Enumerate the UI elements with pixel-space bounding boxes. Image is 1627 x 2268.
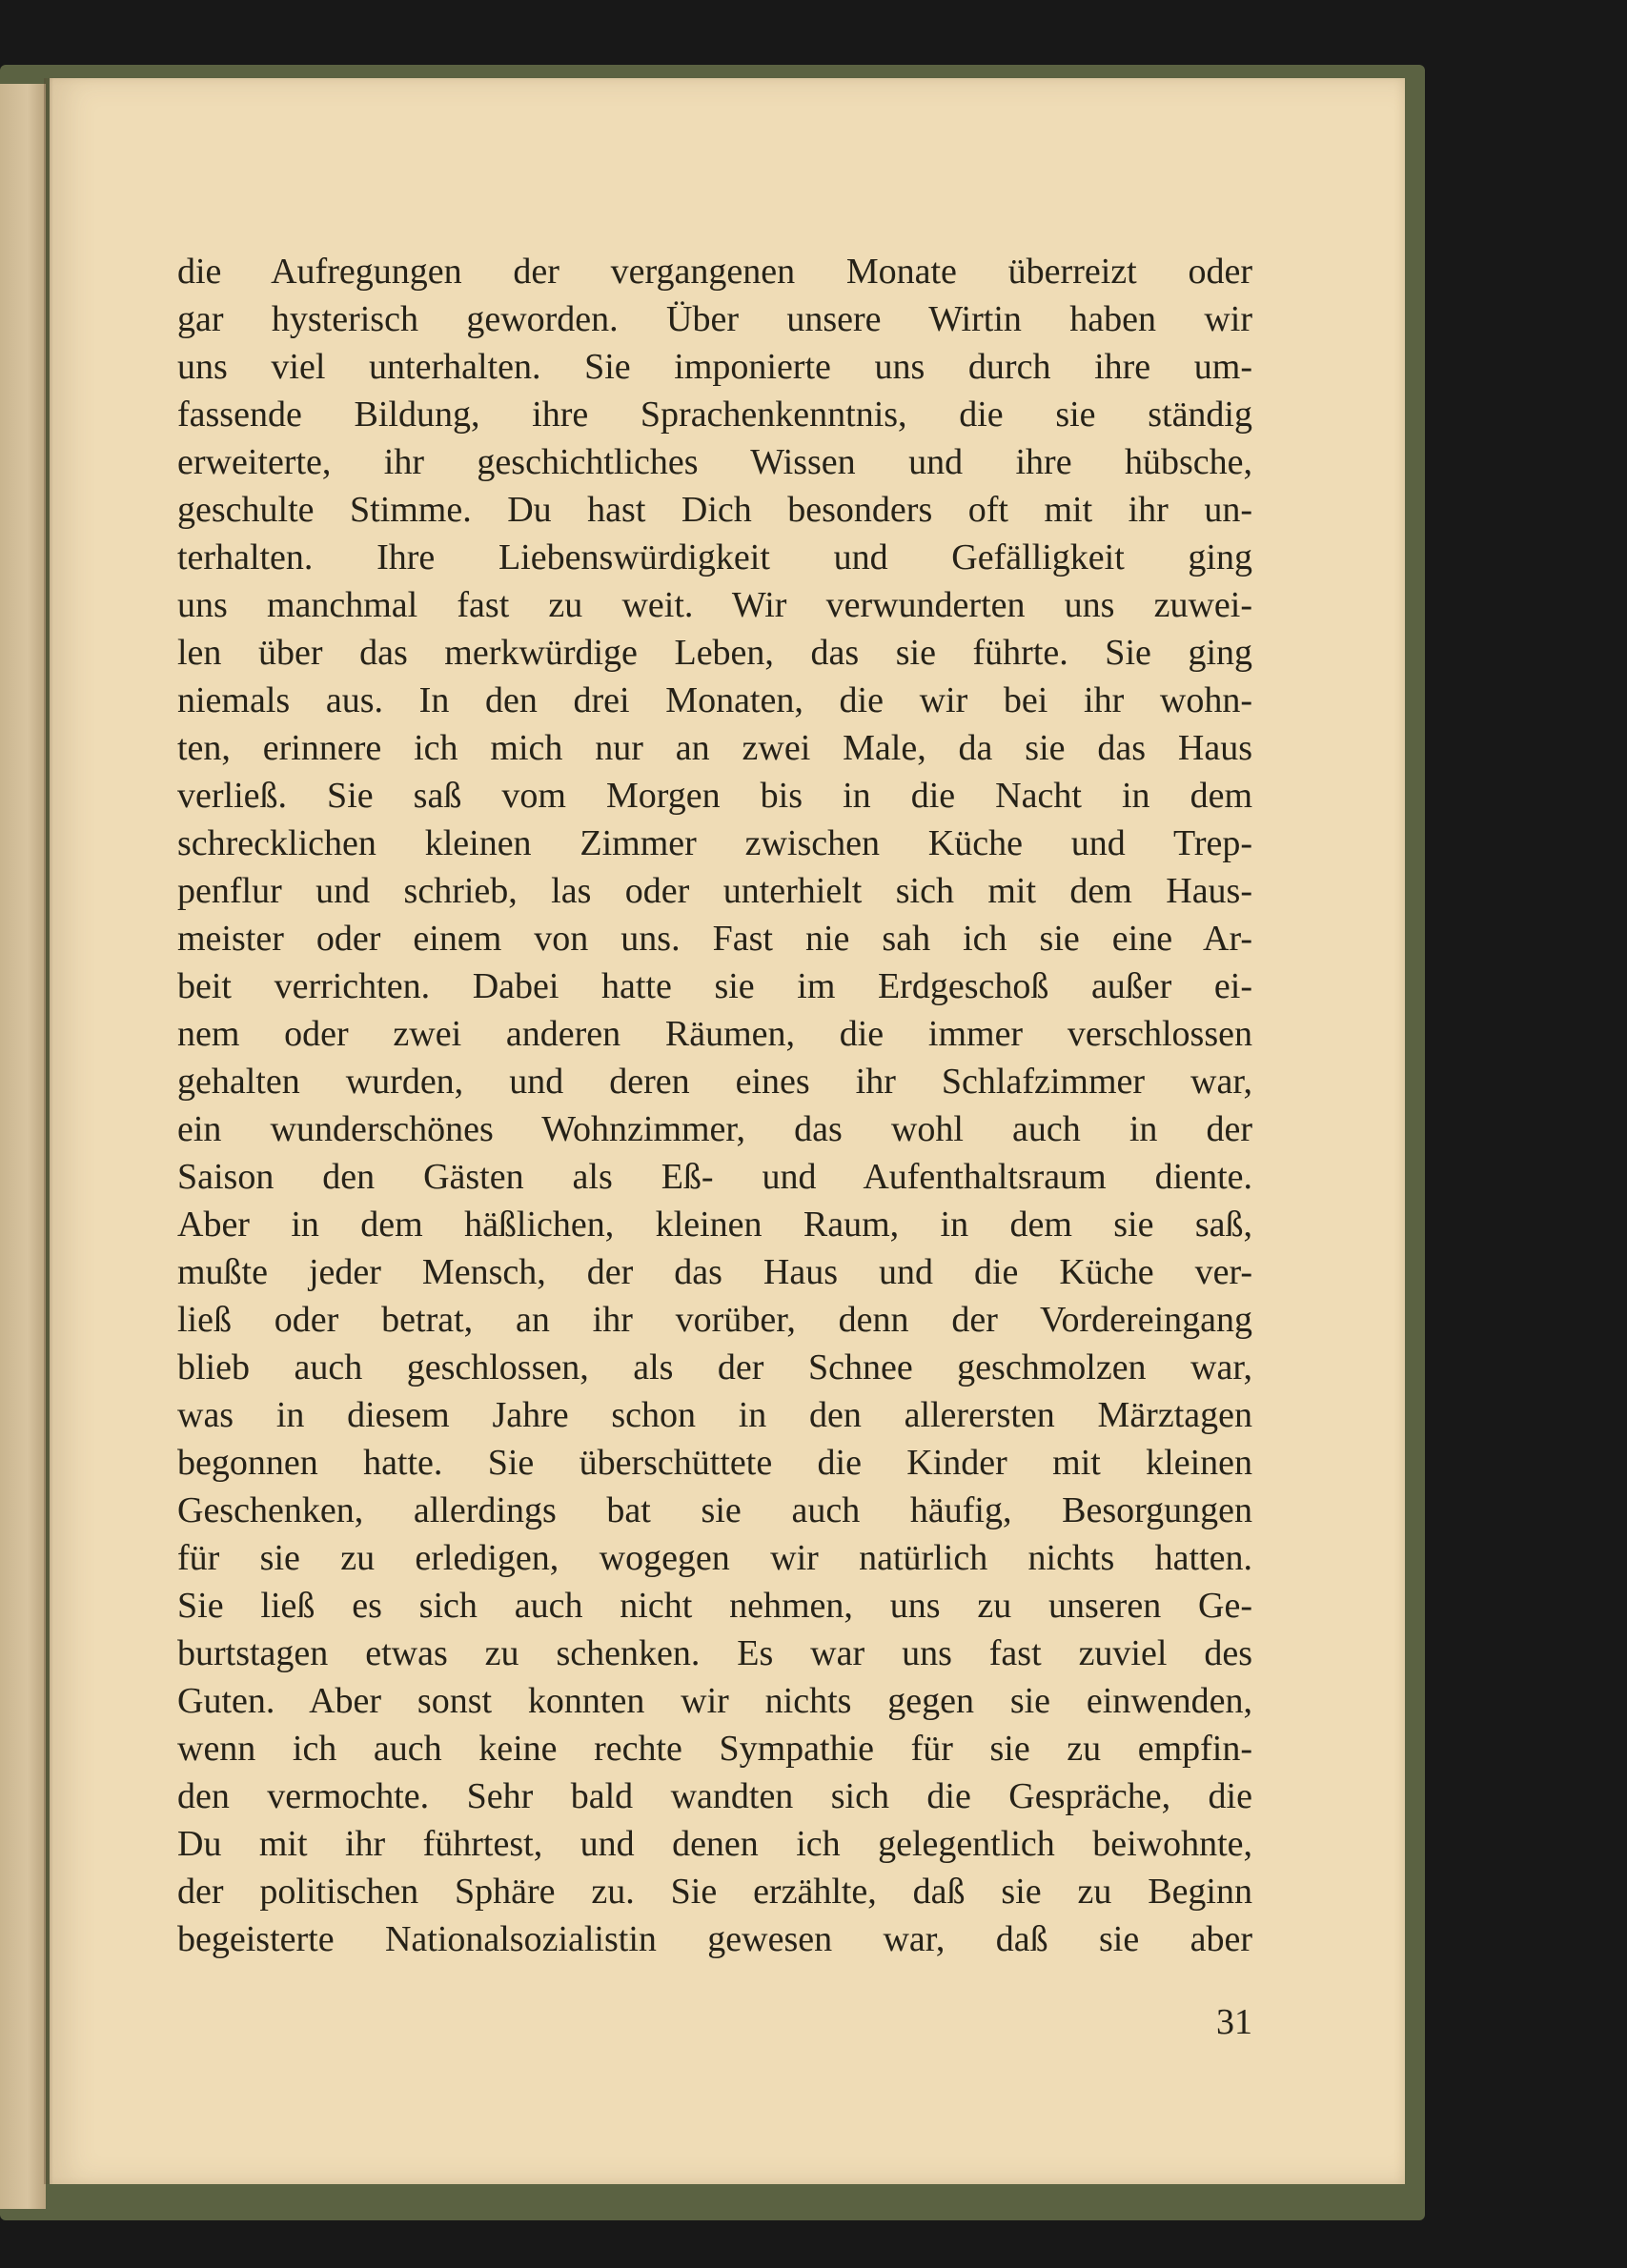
- page-number: 31: [1216, 2002, 1252, 2042]
- text-line: ein wunderschönes Wohnzimmer, das wohl auch in der: [177, 1109, 1252, 1149]
- text-line: terhalten. Ihre Liebenswürdigkeit und Gefälligkeit ging: [177, 537, 1252, 577]
- text-line: burtstagen etwas zu schenken. Es war uns fast zuviel des: [177, 1633, 1252, 1673]
- left-page-edge: [0, 84, 46, 2209]
- text-line: Geschenken, allerdings bat sie auch häufig, Besorgungen: [177, 1490, 1252, 1530]
- text-line: uns manchmal fast zu weit. Wir verwunderten uns zuwei-: [177, 585, 1252, 625]
- text-line: Sie ließ es sich auch nicht nehmen, uns zu unseren Ge-: [177, 1586, 1252, 1626]
- text-line: Guten. Aber sonst konnten wir nichts gegen sie einwenden,: [177, 1681, 1252, 1721]
- text-line: uns viel unterhalten. Sie imponierte uns durch ihre um-: [177, 347, 1252, 387]
- text-line: schrecklichen kleinen Zimmer zwischen Küche und Trep-: [177, 823, 1252, 863]
- text-line: den vermochte. Sehr bald wandten sich die Gespräche, die: [177, 1776, 1252, 1816]
- text-line: Du mit ihr führtest, und denen ich gelegentlich beiwohnte,: [177, 1824, 1252, 1864]
- text-line: wenn ich auch keine rechte Sympathie für sie zu empfin-: [177, 1729, 1252, 1769]
- text-line: begonnen hatte. Sie überschüttete die Kinder mit kleinen: [177, 1443, 1252, 1483]
- text-line: nem oder zwei anderen Räumen, die immer verschlossen: [177, 1014, 1252, 1054]
- text-line: geschulte Stimme. Du hast Dich besonders oft mit ihr un-: [177, 490, 1252, 530]
- text-line: ten, erinnere ich mich nur an zwei Male, da sie das Haus: [177, 728, 1252, 768]
- text-line: Saison den Gästen als Eß- und Aufenthaltsraum diente.: [177, 1157, 1252, 1197]
- text-line: was in diesem Jahre schon in den allerersten Märztagen: [177, 1395, 1252, 1435]
- text-line: beit verrichten. Dabei hatte sie im Erdgeschoß außer ei-: [177, 966, 1252, 1006]
- text-line: die Aufregungen der vergangenen Monate überreizt oder: [177, 252, 1252, 292]
- text-line: gehalten wurden, und deren eines ihr Schlafzimmer war,: [177, 1062, 1252, 1102]
- text-line: len über das merkwürdige Leben, das sie führte. Sie ging: [177, 633, 1252, 673]
- text-line: penflur und schrieb, las oder unterhielt sich mit dem Haus-: [177, 871, 1252, 911]
- text-line: mußte jeder Mensch, der das Haus und die Küche ver-: [177, 1252, 1252, 1292]
- text-line: begeisterte Nationalsozialistin gewesen war, daß sie aber: [177, 1919, 1252, 1959]
- text-line: niemals aus. In den drei Monaten, die wir bei ihr wohn-: [177, 680, 1252, 720]
- body-text: [177, 248, 1252, 1963]
- text-line: für sie zu erledigen, wogegen wir natürlich nichts hatten.: [177, 1538, 1252, 1578]
- text-line: blieb auch geschlossen, als der Schnee geschmolzen war,: [177, 1347, 1252, 1387]
- text-line: ließ oder betrat, an ihr vorüber, denn der Vordereingang: [177, 1300, 1252, 1340]
- text-line: Aber in dem häßlichen, kleinen Raum, in dem sie saß,: [177, 1205, 1252, 1245]
- text-line: der politischen Sphäre zu. Sie erzählte, daß sie zu Beginn: [177, 1872, 1252, 1912]
- text-line: verließ. Sie saß vom Morgen bis in die Nacht in dem: [177, 776, 1252, 816]
- text-line: erweiterte, ihr geschichtliches Wissen und ihre hübsche,: [177, 442, 1252, 482]
- text-line: fassende Bildung, ihre Sprachenkenntnis, die sie ständig: [177, 395, 1252, 435]
- page-gutter-shadow: [44, 78, 53, 2184]
- text-line: gar hysterisch geworden. Über unsere Wirtin haben wir: [177, 299, 1252, 339]
- text-line: meister oder einem von uns. Fast nie sah ich sie eine Ar-: [177, 919, 1252, 959]
